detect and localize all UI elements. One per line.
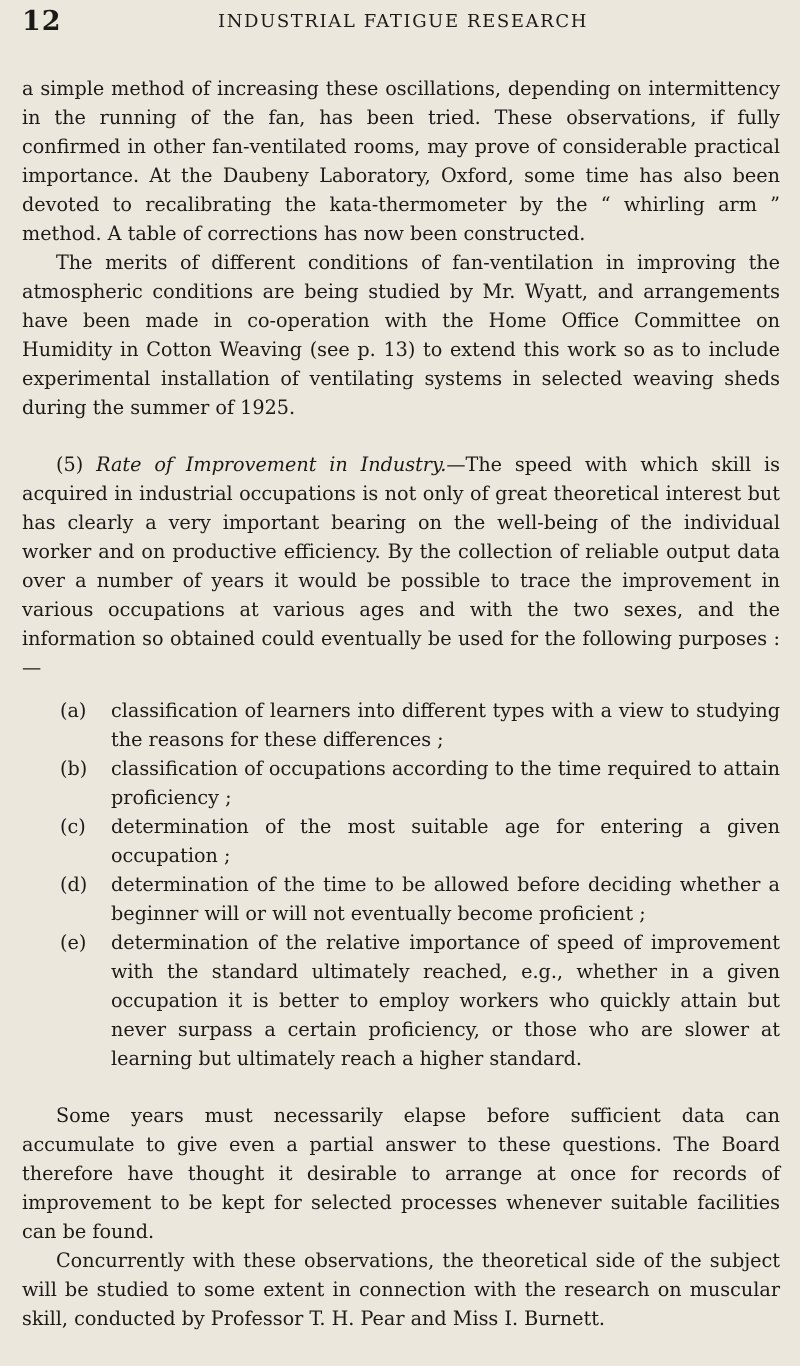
list-item-text: determination of the time to be allowed before deciding whether a beginner will or will not eventually become proficient ; — [111, 873, 780, 925]
list-item — [22, 870, 780, 928]
paragraph-data-accumulation: Some years must necessarily elapse before sufficient data can accumulate to give even a partial answer to these questions. The Board therefore have thought it desirable to arrange at once for records of improvement to be kept for selected processes whenever suitable facilities can be found. — [22, 1104, 780, 1243]
page-header — [0, 6, 800, 46]
section-text: —The speed with which skill is acquired in industrial occupations is not only of great theoretical interest but has clearly a very important bearing on the well-being of the individual worker and on productive efficiency. By the collection of reliable output data over a number of years it would be possible to trace the improvement in various occupations at various ages and with the two sexes, and the information so obtained could eventually be used for the following purposes :— — [22, 453, 780, 679]
list-item-label: (d) — [60, 873, 88, 896]
list-item — [22, 754, 780, 812]
list-item-label: (c) — [60, 815, 86, 838]
running-head: INDUSTRIAL FATIGUE RESEARCH — [218, 11, 588, 32]
list-item-label: (a) — [60, 699, 87, 722]
paragraph-fan-oscillations: a simple method of increasing these oscillations, depending on intermittency in the running of the fan, has been tried. These observations, if fully confirmed in other fan-ventilated rooms, may prove of considerable practical importance. At the Daubeny Laboratory, Oxford, some time has also been devoted to recalibrating the kata-thermometer by the “ whirling arm ” method. A table of corrections has now been constructed. — [22, 77, 780, 245]
list-item-text: classification of learners into different types with a view to studying the reasons for these differences ; — [111, 699, 780, 751]
purposes-list — [22, 696, 780, 1073]
body-text — [22, 74, 780, 1333]
list-item-label: (b) — [60, 757, 88, 780]
section-rate-of-improvement — [22, 450, 780, 682]
section-number: (5) — [56, 453, 84, 476]
list-item — [22, 928, 780, 1073]
list-item — [22, 696, 780, 754]
list-item-text: classification of occupations according to the time required to attain proficiency ; — [111, 757, 780, 809]
page-number: 12 — [22, 6, 62, 37]
list-item — [22, 812, 780, 870]
list-item-text: determination of the most suitable age for entering a given occupation ; — [111, 815, 780, 867]
list-item-text: determination of the relative importance of speed of improvement with the standard ultimately reached, e.g., whether in a given occupation it is better to employ workers who quickly attain but never surpass a certain proficiency, or those who are slower at learning but ultimately reach a higher standard. — [111, 931, 780, 1070]
paragraph-muscular-skill: Concurrently with these observations, the theoretical side of the subject will be studied to some extent in connection with the research on muscular skill, conducted by Professor T. H. Pear and Miss I. Burnett. — [22, 1249, 780, 1330]
list-item-label: (e) — [60, 931, 87, 954]
paragraph-fan-ventilation: The merits of different conditions of fan-ventilation in improving the atmospheric conditions are being studied by Mr. Wyatt, and arrangements have been made in co-operation with the Home Office Committee on Humidity in Cotton Weaving (see p. 13) to extend this work so as to include experimental installation of ventilating systems in selected weaving sheds during the summer of 1925. — [22, 251, 780, 419]
section-title: Rate of Improvement in Industry. — [96, 453, 447, 476]
